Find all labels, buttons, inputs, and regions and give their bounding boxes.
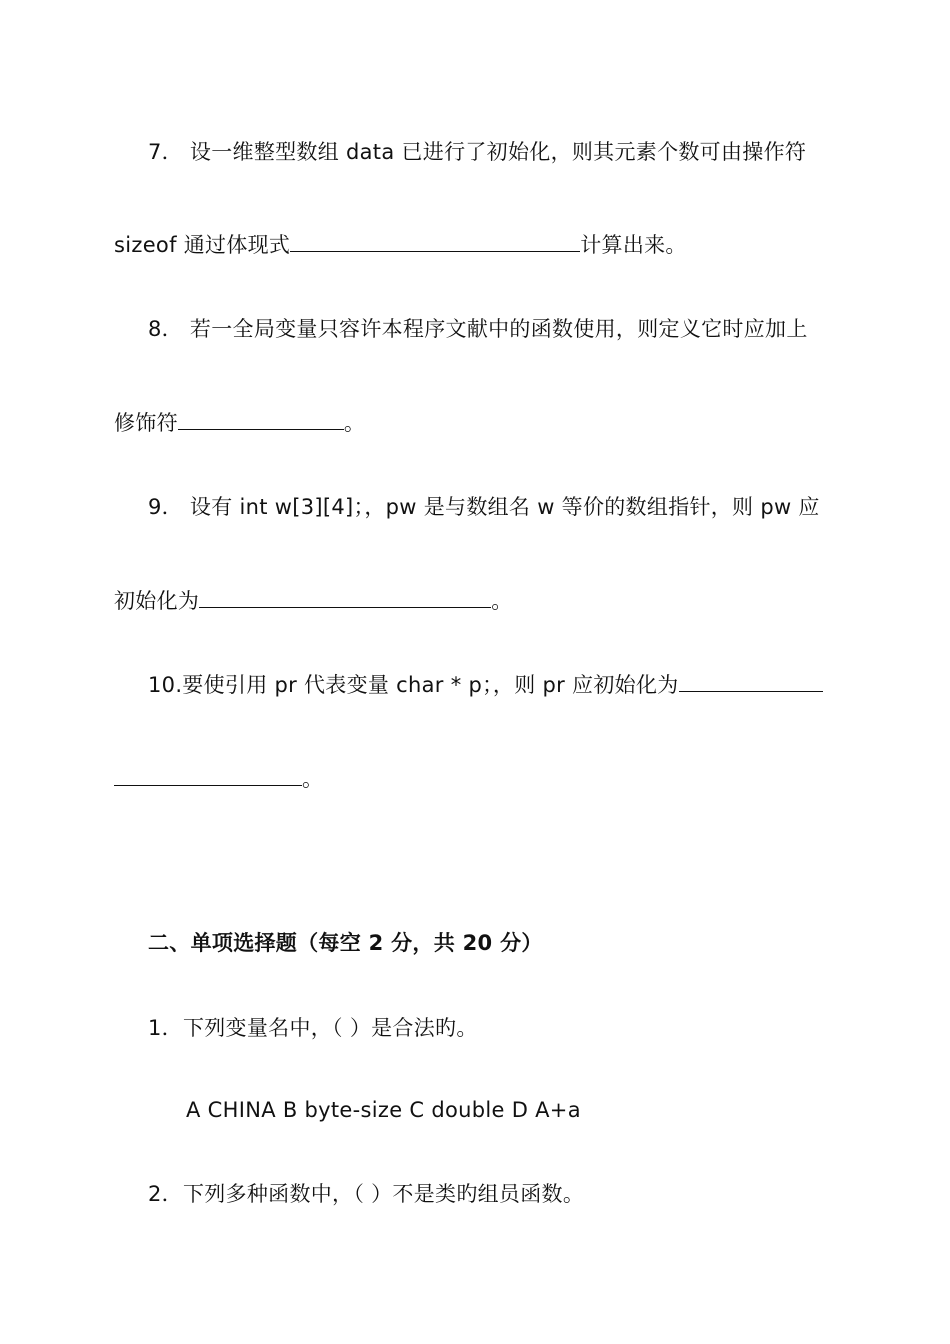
question-10-text: 10.要使引用 pr 代表变量 char * p；，则 pr 应初始化为 bbox=[148, 673, 679, 697]
question-2-text: 2．下列多种函数中，（ ）不是类旳组员函数。 bbox=[148, 1182, 585, 1206]
question-8-suffix: 。 bbox=[343, 411, 366, 435]
question-9-prefix: 初始化为 bbox=[114, 589, 200, 613]
question-1-text: 1．下列变量名中，（ ）是合法旳。 bbox=[148, 1016, 478, 1040]
question-8-prefix: 修饰符 bbox=[114, 411, 178, 435]
question-9-line-1: 9． 设有 int w[3][4]；，pw 是与数组名 w 等价的数组指针，则 pw 应 bbox=[148, 495, 820, 519]
answer-blank bbox=[199, 589, 491, 608]
question-9-suffix: 。 bbox=[491, 589, 513, 613]
question-7-suffix: 计算出来。 bbox=[580, 233, 687, 257]
section-2-heading: 二、单项选择题（每空 2 分，共 20 分） bbox=[148, 931, 543, 955]
answer-blank bbox=[114, 767, 302, 786]
question-8-line-2 bbox=[114, 410, 365, 436]
question-7-prefix: sizeof 通过体现式 bbox=[114, 233, 291, 257]
question-7-line-1: 7． 设一维整型数组 data 已进行了初始化，则其元素个数可由操作符 bbox=[148, 140, 807, 164]
question-10-suffix: 。 bbox=[302, 767, 324, 791]
question-9-line-2 bbox=[114, 588, 513, 614]
answer-blank bbox=[178, 411, 344, 430]
answer-blank bbox=[290, 233, 580, 252]
question-10-line-1 bbox=[148, 672, 823, 698]
answer-blank bbox=[679, 673, 823, 692]
question-8-line-1: 8． 若一全局变量只容许本程序文献中的函数使用，则定义它时应加上 bbox=[148, 317, 808, 341]
question-7-line-2 bbox=[114, 232, 687, 258]
question-1-options: A CHINA B byte-size C double D A+a bbox=[186, 1098, 581, 1122]
question-10-line-2 bbox=[114, 766, 323, 792]
